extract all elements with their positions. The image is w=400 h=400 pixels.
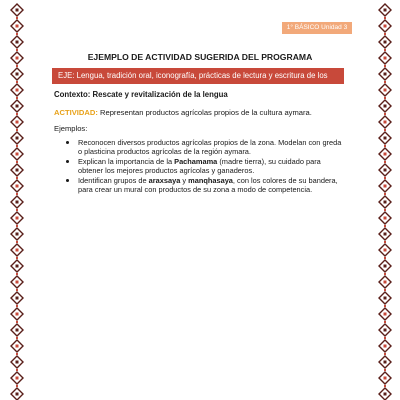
border-dot [384,385,386,387]
border-diamond-center [384,281,387,284]
context-heading: Contexto: Rescate y revitalización de la lengua [54,90,228,99]
border-dot [16,369,18,371]
border-diamond-center [384,201,387,204]
border-diamond-center [384,377,387,380]
border-diamond-center [16,201,19,204]
activity-text: Representan productos agrícolas propios de la cultura aymara. [97,108,312,117]
border-dot [384,241,386,243]
border-dot [384,353,386,355]
border-dot [16,321,18,323]
list-item-bold-term: araxsaya [148,176,181,186]
border-diamond-center [384,233,387,236]
border-diamond-center [384,345,387,348]
border-dot [16,65,18,67]
activity-line [54,108,354,117]
border-dot [16,337,18,339]
border-dot [16,257,18,259]
border-diamond-center [384,25,387,28]
border-dot [384,257,386,259]
list-item [66,138,346,156]
border-dot [16,161,18,163]
border-diamond-center [384,393,387,396]
border-diamond-center [384,313,387,316]
border-diamond-center [16,249,19,252]
border-diamond-center [384,105,387,108]
border-dot [384,193,386,195]
border-diamond-center [16,329,19,332]
grade-unit-tag: 1° BÁSICO Unidad 3 [282,22,352,34]
border-dot [384,81,386,83]
border-diamond-center [16,361,19,364]
border-dot [384,97,386,99]
border-diamond-center [16,73,19,76]
border-dot [384,33,386,35]
border-diamond-center [16,89,19,92]
border-dot [16,353,18,355]
border-dot [16,81,18,83]
border-dot [384,289,386,291]
list-item-text: y [180,176,189,186]
border-dot [16,225,18,227]
border-dot [384,161,386,163]
border-diamond-center [384,89,387,92]
border-diamond-center [384,73,387,76]
border-dot [16,129,18,131]
page-title: EJEMPLO DE ACTIVIDAD SUGERIDA DEL PROGRAMA [87,52,313,62]
border-dot [384,49,386,51]
activity-label: ACTIVIDAD: [54,108,98,117]
border-dot [384,209,386,211]
border-dot [16,177,18,179]
border-diamond-center [384,185,387,188]
border-dot [16,17,18,19]
border-diamond-center [384,121,387,124]
border-diamond-center [384,297,387,300]
border-dot [16,273,18,275]
list-item-text: Reconocen diversos productos agrícolas propios de la zona. Modelan con greda o plasticina productos agrícolas de la región aymara. [78,138,342,157]
border-diamond-center [384,9,387,12]
border-diamond-center [16,41,19,44]
border-dot [384,17,386,19]
border-dot [16,289,18,291]
border-diamond-center [16,121,19,124]
border-dot [16,113,18,115]
border-diamond-center [384,217,387,220]
border-diamond-center [384,41,387,44]
border-dot [16,49,18,51]
border-dot [16,209,18,211]
border-diamond-center [16,217,19,220]
border-dot [384,65,386,67]
border-diamond-center [16,137,19,140]
border-diamond-center [384,361,387,364]
list-item-text: , con los colores de su bandera, para crear un mural con productos de su zona a modo de competencia. [78,176,338,195]
border-diamond-center [384,153,387,156]
border-dot [384,225,386,227]
border-diamond-center [16,281,19,284]
border-diamond-center [384,137,387,140]
border-dot [16,385,18,387]
border-diamond-center [16,9,19,12]
list-item-text: Explican la importancia de la [78,157,175,167]
border-dot [384,129,386,131]
border-diamond-center [384,329,387,332]
border-dot [16,97,18,99]
border-dot [384,337,386,339]
border-dot [16,33,18,35]
border-dot [384,145,386,147]
border-diamond-center [16,393,19,396]
border-dot [384,305,386,307]
border-diamond-center [16,297,19,300]
list-item-bold-term: manqhasaya [188,176,233,186]
border-diamond-center [16,265,19,268]
border-diamond-center [384,169,387,172]
border-diamond-center [16,313,19,316]
examples-label: Ejemplos: [54,124,88,133]
border-dot [384,177,386,179]
border-dot [16,193,18,195]
border-dot [384,321,386,323]
border-diamond-center [16,25,19,28]
border-dot [384,113,386,115]
examples-list [66,138,346,196]
eje-banner: EJE: Lengua, tradición oral, iconografía, prácticas de lectura y escritura de los [52,68,344,84]
border-diamond-center [384,265,387,268]
border-diamond-center [16,105,19,108]
border-diamond-center [16,377,19,380]
border-diamond-center [16,233,19,236]
border-diamond-center [16,153,19,156]
border-dot [16,241,18,243]
border-diamond-center [16,169,19,172]
list-item [66,157,346,175]
list-item [66,176,346,194]
border-diamond-center [16,345,19,348]
border-diamond-center [16,185,19,188]
border-dot [16,145,18,147]
list-item-text: Identifican grupos de [78,176,149,186]
border-dot [384,369,386,371]
list-item-bold-term: Pachamama [174,157,218,167]
border-diamond-center [384,249,387,252]
border-dot [16,305,18,307]
border-dot [384,273,386,275]
list-item-text: (madre tierra), su cuidado para obtener los mejores productos agrícolas y ganaderos. [78,157,321,176]
